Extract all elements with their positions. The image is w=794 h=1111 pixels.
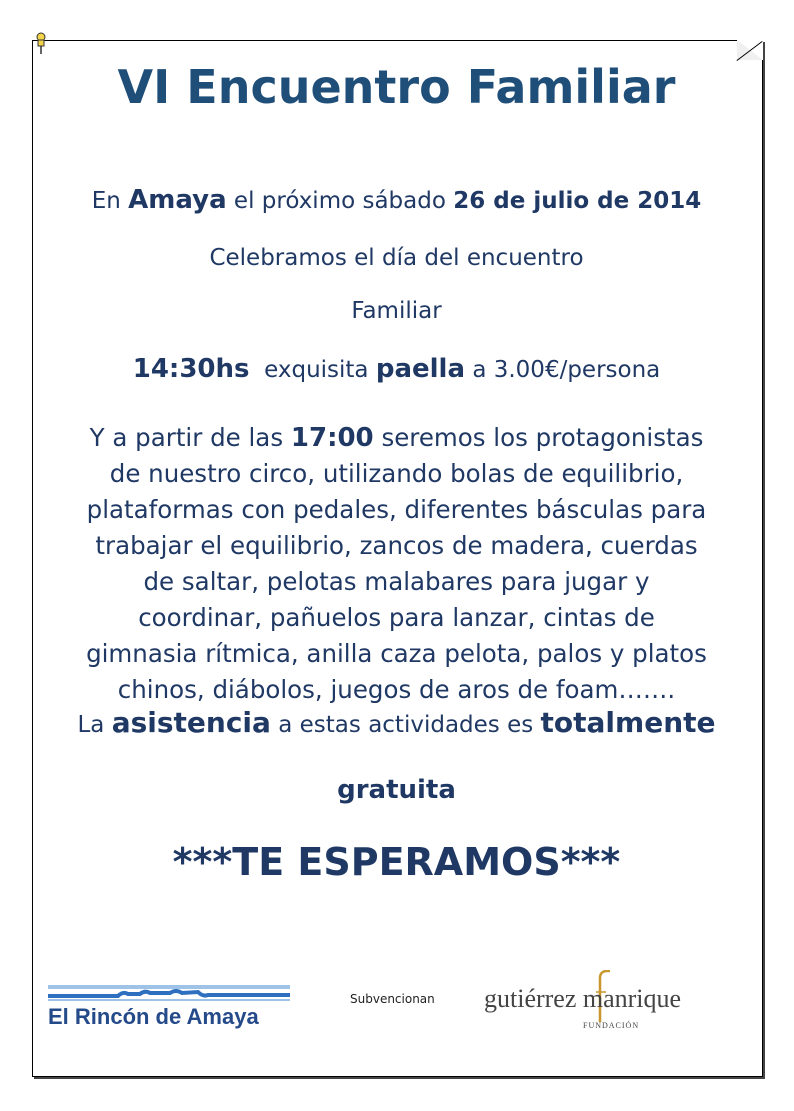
fundacion-logo-subtitle: FUNDACIÓN [583,1021,640,1030]
page-title: VI Encuentro Familiar [117,60,676,114]
pushpin-icon [34,32,48,56]
activities-time: 17:00 [290,423,374,453]
fundacion-logo-text: gutiérrez manrique [484,984,682,1013]
lunch-time: 14:30hs [132,354,250,384]
free-mid: a estas actividades es [278,712,534,738]
activities-intro: Y a partir de las [89,423,284,452]
celebration-line: Celebramos el día del encuentro [209,245,584,271]
activities-paragraph [80,420,713,708]
rincon-amaya-logo-text: El Rincón de Amaya [48,1004,259,1029]
free-last-line [32,775,761,805]
lunch-line [32,354,761,384]
intro-mid-text: el próximo sábado [233,188,446,214]
subsidized-label: Subvencionan [350,992,435,1006]
free-word-totalmente: totalmente [540,706,716,739]
lunch-dish: paella [375,354,466,384]
intro-text: En [91,188,121,214]
free-pre: La [77,712,105,738]
familiar-line: Familiar [351,298,442,324]
event-date-line [32,185,761,215]
cheer-text: ***TE ESPERAMOS*** [172,840,621,884]
lunch-price: a 3.00€/persona [472,357,661,383]
place-name: Amaya [128,185,227,215]
lunch-mid-text: exquisita [264,357,369,383]
free-word-gratuita: gratuita [337,775,456,805]
free-line [32,706,761,739]
free-word-asistencia: asistencia [111,706,271,739]
activities-list: seremos los protagonistas de nuestro circo, utilizando bolas de equilibrio, plataformas con pedales, diferentes básculas para trabajar el equilibrio, zancos de madera, cuerdas de saltar, pelotas malabares para jugar y coordinar, pañuelos para lanzar, cintas de gimnasia rítmica, anilla caza pelota, palos y platos chinos, diábolos, juegos de aros de foam……. [86,423,707,704]
event-date: 26 de julio de 2014 [453,188,702,214]
